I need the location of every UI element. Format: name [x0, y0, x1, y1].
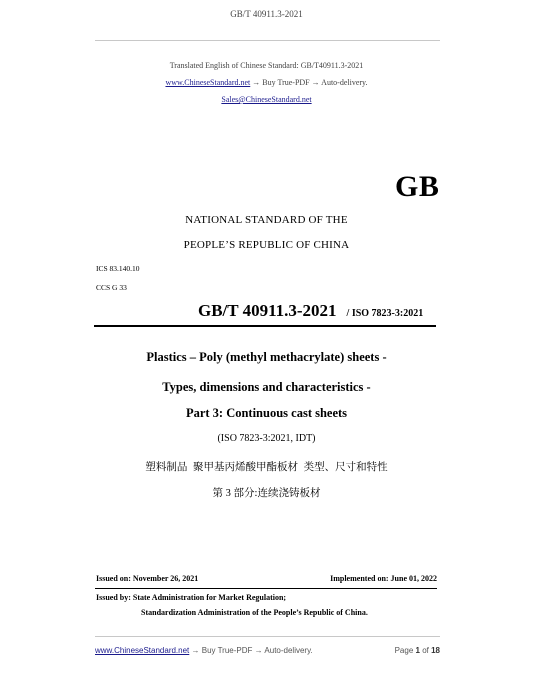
chinesestandard-link[interactable]: www.ChineseStandard.net — [165, 78, 251, 87]
issued-by-line2: Standardization Administration of the People’s Republic of China. — [141, 608, 368, 617]
implemented-on-date: Implemented on: June 01, 2022 — [330, 574, 437, 583]
footer-chinesestandard-link[interactable]: www.ChineseStandard.net — [95, 646, 190, 655]
promo-translation-note: Translated English of Chinese Standard: GB/T40911.3-2021 — [169, 61, 364, 70]
issued-by-line1: Issued by: State Administration for Market Regulation; — [96, 593, 287, 602]
issuer-divider — [95, 588, 437, 589]
iso-reference: / ISO 7823-3:2021 — [346, 308, 424, 319]
header-standard-code: GB/T 40911.3-2021 — [230, 9, 303, 19]
page-current: 1 — [415, 646, 420, 655]
page-total: 18 — [431, 646, 440, 655]
page-label: Page — [394, 646, 414, 655]
national-standard-line1: NATIONAL STANDARD OF THE — [185, 214, 348, 226]
header-divider — [95, 40, 440, 41]
issued-on-date: Issued on: November 26, 2021 — [96, 574, 199, 583]
promo-buy-line — [0, 78, 533, 87]
title-line-2: Types, dimensions and characteristics - — [162, 380, 371, 394]
promo-email-line — [0, 95, 533, 104]
page-indicator — [395, 646, 440, 655]
promo-buy-text: → Buy True-PDF → Auto-delivery. — [250, 78, 368, 87]
ccs-code: CCS G 33 — [96, 283, 127, 292]
footer-divider — [95, 636, 440, 637]
footer-buy-text: → Buy True-PDF → Auto-delivery. — [189, 646, 313, 655]
iso-idt-note: (ISO 7823-3:2021, IDT) — [217, 433, 316, 444]
title-line-1: Plastics – Poly (methyl methacrylate) sheets - — [146, 350, 387, 364]
standard-number-main: GB/T 40911.3-2021 — [198, 301, 337, 320]
sales-email-link[interactable]: Sales@ChineseStandard.net — [221, 95, 312, 104]
title-divider — [94, 325, 436, 327]
footer-buy-line — [95, 646, 313, 655]
national-standard-line2: PEOPLE’S REPUBLIC OF CHINA — [183, 239, 350, 251]
page-of: of — [422, 646, 429, 655]
title-line-3: Part 3: Continuous cast sheets — [185, 406, 348, 420]
chinese-title-2: 第 3 部分:连续浇铸板材 — [212, 488, 321, 499]
ics-code: ICS 83.140.10 — [96, 264, 140, 273]
standard-number — [198, 301, 423, 321]
gb-logo-mark: GB — [395, 170, 440, 203]
chinese-title-1: 塑料制品 聚甲基丙烯酸甲酯板材 类型、尺寸和特性 — [145, 462, 388, 473]
